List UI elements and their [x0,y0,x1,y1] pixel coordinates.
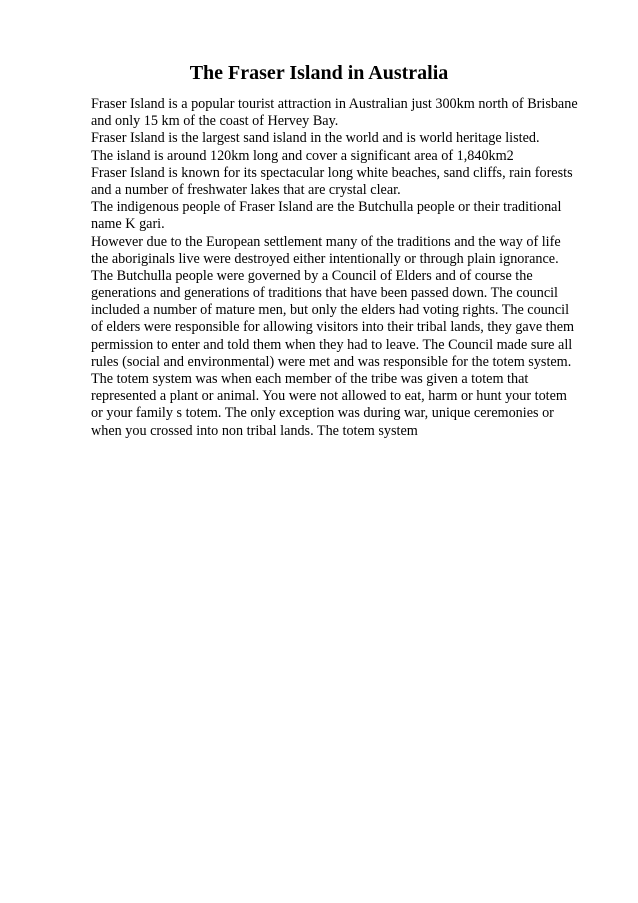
body-line: the aboriginals live were destroyed either intentionally or through plain ignorance. [91,250,559,267]
body-line: The Butchulla people were governed by a Council of Elders and of course the [91,267,533,284]
body-line: Fraser Island is the largest sand island in the world and is world heritage listed. [91,130,540,147]
body-line: generations and generations of traditions that have been passed down. The council [91,285,558,302]
body-line: included a number of mature men, but only the elders had voting rights. The council [91,302,570,319]
body-line: represented a plant or animal. You were not allowed to eat, harm or hunt your totem [91,388,567,405]
body-line: Fraser Island is a popular tourist attraction in Australian just 300km north of Brisbane [91,96,578,112]
body-line: or your family s totem. The only exception was during war, unique ceremonies or [91,405,554,422]
body-line: The island is around 120km long and cover a significant area of 1,840km2 [91,147,514,164]
body-line: permission to enter and told them when they had to leave. The Council made sure all [91,336,573,353]
body-line: Fraser Island is known for its spectacular long white beaches, sand cliffs, rain forests [91,164,573,181]
document-body [91,96,611,440]
body-line: However due to the European settlement many of the traditions and the way of life [91,233,561,250]
document-title: The Fraser Island in Australia [189,62,449,84]
body-line: and a number of freshwater lakes that are crystal clear. [91,181,401,198]
body-line: when you crossed into non tribal lands. The totem system [91,422,418,439]
body-line: rules (social and environmental) were met and was responsible for the totem system. [91,353,572,370]
body-line: and only 15 km of the coast of Hervey Bay. [91,113,339,130]
body-line: of elders were responsible for allowing visitors into their tribal lands, they gave them [91,319,575,336]
body-line: The totem system was when each member of the tribe was given a totem that [91,371,529,387]
body-line: The indigenous people of Fraser Island are the Butchulla people or their traditional [91,199,562,216]
body-line: name K gari. [91,216,165,233]
